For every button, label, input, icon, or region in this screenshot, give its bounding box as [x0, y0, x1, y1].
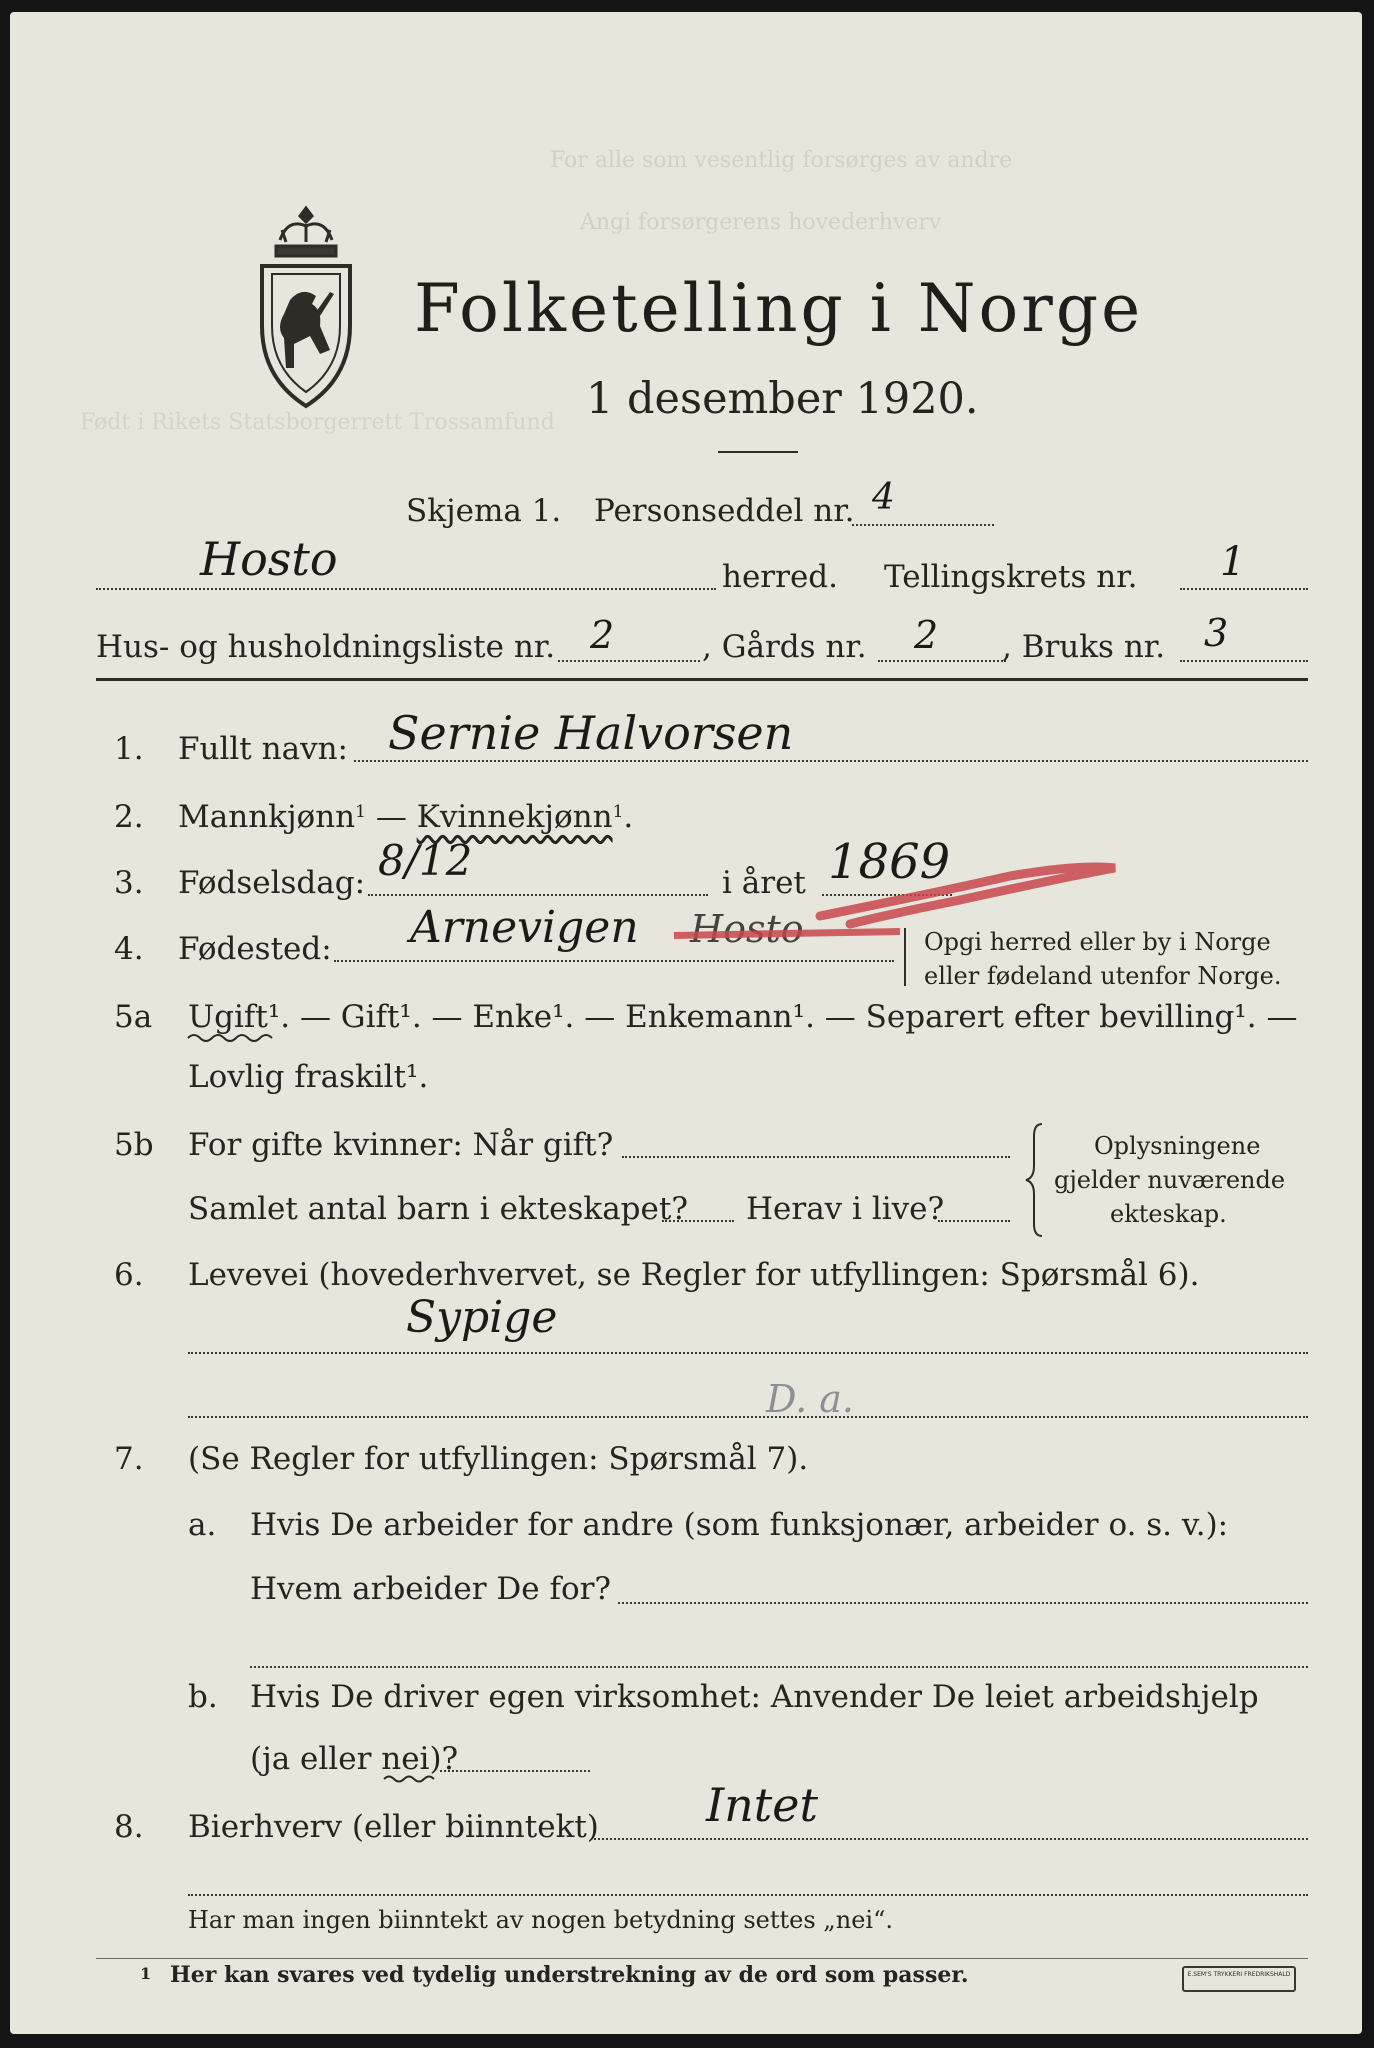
q5a-options: Ugift¹. — Gift¹. — Enke¹. — Enkemann¹. — Separert efter bevilling¹. —: [188, 999, 1298, 1035]
personseddel-label: Personseddel nr.: [594, 493, 855, 529]
q4-value: Arnevigen: [410, 902, 639, 953]
q4-note-bracket: [904, 928, 912, 986]
q1-value: Sernie Halvorsen: [388, 706, 794, 760]
herred-value: Hosto: [200, 532, 338, 586]
biinntekt-note: Har man ingen biinntekt av nogen betydning settes „nei“.: [188, 1906, 893, 1934]
q3-number: 3.: [114, 865, 144, 901]
q7b-line2: (ja eller nei)?: [250, 1741, 459, 1777]
q7a-field-line-2: [250, 1666, 1308, 1668]
tellingskrets-value: 1: [1220, 539, 1246, 585]
title-divider: [718, 451, 798, 453]
bruks-field-line: [1180, 660, 1308, 662]
gards-label: , Gårds nr.: [702, 629, 867, 665]
q5a-number: 5a: [114, 999, 153, 1035]
q7-label: (Se Regler for utfyllingen: Spørsmål 7).: [188, 1441, 809, 1477]
q5b-gift-field-line: [622, 1156, 1010, 1158]
q3-label: Fødselsdag:: [178, 865, 366, 901]
q7b-line1: Hvis De driver egen virksomhet: Anvender De leiet arbeidshjelp: [250, 1679, 1259, 1715]
q7b-nei-underline: [382, 1772, 436, 1784]
q5b-barn-label: Samlet antal barn i ekteskapet?: [188, 1191, 688, 1227]
q6-field-line-2: [188, 1416, 1308, 1418]
q1-field-line: [354, 760, 1308, 762]
bleed-through-text: Født i Rikets Statsborgerrett Trossamfund: [80, 410, 555, 435]
q7a-line1: Hvis De arbeider for andre (som funksjonær, arbeider o. s. v.):: [250, 1507, 1229, 1543]
q3-year-label: i året: [722, 865, 806, 901]
q6-value: Sypige: [406, 1292, 558, 1343]
q2-sup: 1: [612, 802, 624, 822]
q6-value2: D. a.: [766, 1377, 855, 1421]
q5b-note-line1: Oplysningene: [1094, 1132, 1261, 1160]
form-title: Folketelling i Norge: [414, 270, 1144, 347]
q5b-note-line3: ekteskap.: [1110, 1200, 1227, 1228]
q2-end: .: [623, 799, 634, 835]
q8-field-line: [594, 1838, 1308, 1840]
q7-number: 7.: [114, 1441, 144, 1477]
q4-note-line1: Opgi herred eller by i Norge: [924, 928, 1271, 956]
q4-field-line: [334, 960, 894, 962]
q2-options: [178, 799, 634, 835]
q5b-live-label: Herav i live?: [746, 1191, 945, 1227]
husliste-value: 2: [590, 613, 615, 657]
red-pencil-stroke: [810, 854, 1130, 934]
q2-mann-option: Mannkjønn: [178, 799, 356, 835]
q2-dash: —: [365, 799, 417, 835]
header-rule: [96, 678, 1308, 681]
personseddel-value: 4: [872, 477, 895, 518]
q4-label: Fødested:: [178, 931, 332, 967]
herred-field-line: [96, 588, 716, 590]
tellingskrets-field-line: [1180, 588, 1308, 590]
printer-stamp: [1182, 1966, 1296, 1992]
q5b-note-brace: [1024, 1122, 1048, 1238]
census-form-sheet: [10, 12, 1362, 2034]
herred-label: herred.: [722, 559, 838, 595]
tellingskrets-label: Tellingskrets nr.: [884, 559, 1138, 595]
q3-field-line: [368, 894, 708, 896]
q8-field-line-2: [188, 1894, 1308, 1896]
q4-struck-value: Hosto: [690, 907, 804, 951]
q4-note-line2: eller fødeland utenfor Norge.: [924, 962, 1282, 990]
q2-kvinne-option: Kvinnekjønn: [416, 799, 613, 835]
husliste-field-line: [558, 660, 700, 662]
q5b-line1: For gifte kvinner: Når gift?: [188, 1127, 614, 1163]
q7a-line2: Hvem arbeider De for?: [250, 1571, 612, 1607]
footnote-marker: 1: [140, 1964, 152, 1983]
q4-number: 4.: [114, 931, 144, 967]
q5b-live-field-line: [938, 1220, 1010, 1222]
q6-label: Levevei (hovederhvervet, se Regler for utfyllingen: Spørsmål 6).: [188, 1257, 1200, 1293]
q3-value: 8/12: [378, 836, 473, 885]
bleed-through-text: For alle som vesentlig forsørges av andre: [550, 148, 1013, 173]
bleed-through-text: Angi forsørgerens hovederhverv: [580, 210, 942, 235]
q5a-line2: Lovlig fraskilt¹.: [188, 1059, 429, 1095]
gards-value: 2: [914, 613, 939, 657]
q5a-ugift-underline: [186, 1030, 276, 1044]
q5b-barn-field-line: [662, 1220, 734, 1222]
q6-number: 6.: [114, 1257, 144, 1293]
personseddel-field-line: [852, 524, 994, 526]
census-date: 1 desember 1920.: [586, 374, 979, 424]
bruks-label: , Bruks nr.: [1002, 629, 1166, 665]
q7b-letter: b.: [188, 1679, 218, 1715]
footnote-text: Her kan svares ved tydelig understrekning av de ord som passer.: [170, 1962, 969, 1988]
gards-field-line: [878, 660, 1006, 662]
bruks-value: 3: [1204, 611, 1229, 655]
q7b-field-line: [440, 1770, 590, 1772]
norway-coat-of-arms-icon: [250, 200, 362, 416]
q5b-number: 5b: [114, 1127, 154, 1163]
q8-label: Bierhverv (eller biinntekt): [188, 1809, 599, 1845]
q2-sup: 1: [355, 802, 366, 822]
q2-number: 2.: [114, 799, 144, 835]
footer-rule: [96, 1958, 1308, 1959]
q7a-field-line: [618, 1602, 1308, 1604]
q3-year-value: 1869: [828, 834, 951, 890]
q8-number: 8.: [114, 1809, 144, 1845]
q1-number: 1.: [114, 731, 144, 767]
q8-value: Intet: [706, 1778, 818, 1832]
q5b-note-line2: gjelder nuværende: [1054, 1166, 1286, 1194]
q7a-letter: a.: [188, 1507, 217, 1543]
printer-stamp-text: E.SEM'S TRYKKERI FREDRIKSHALD: [1187, 1971, 1291, 1978]
q6-field-line-1: [188, 1352, 1308, 1354]
q1-label: Fullt navn:: [178, 731, 348, 767]
skjema-label: Skjema 1.: [406, 493, 562, 529]
husliste-label: Hus- og husholdningsliste nr.: [96, 629, 556, 665]
